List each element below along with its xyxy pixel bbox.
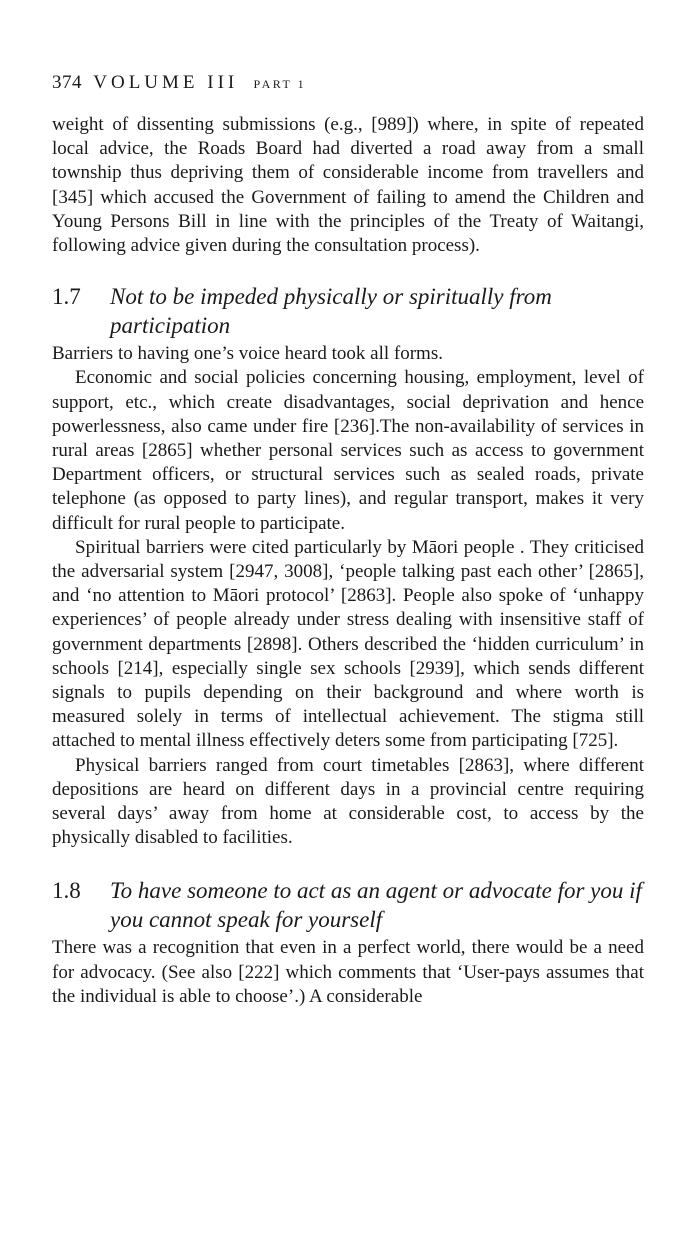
intro-paragraph: weight of dissenting submissions (e.g., [989]) where, in spite of repeated local advice, the Roads Board had diverted a road away from a small township thus depriving them of considerable income from travellers and [345] which accused the Government of failing to amend the Children and Young Persons Bill in line with the principles of the Treaty of Waitangi, following advice given during the consultation process).	[52, 114, 644, 257]
section-1-8-heading	[52, 876, 644, 934]
paragraph: Spiritual barriers were cited particularly by Māori people . They criticised the adversarial system [2947, 3008], ‘people talking past each other’ [2865], and ‘no attention to Māori protocol’ [2863]. People also spoke of ‘unhappy experiences’ of people already under stress dealing with insensitive staff of government departments [2898]. Others described the ‘hidden curriculum’ in schools [214], especially single sex schools [2939], which sends different signals to pupils depending on their background and where worth is measured solely in terms of intellectual achievement. The stigma still attached to mental illness effectively deters some from participating [725].	[52, 536, 644, 752]
running-header	[52, 72, 306, 94]
paragraph: Physical barriers ranged from court timetables [2863], where different depositions are heard on different days in a provincial centre requiring several days’ away from home at considerable cost, to access by the physically disabled to facilities.	[52, 754, 644, 849]
section-1-7-heading	[52, 282, 644, 340]
part-label: PART 1	[253, 77, 307, 91]
section-number: 1.7	[52, 284, 81, 310]
volume-label: VOLUME III	[93, 72, 239, 93]
paragraph: Economic and social policies concerning housing, employment, level of support, etc., which create disadvantages, social deprivation and hence powerlessness, also came under fire [236].The non-availability of services in rural areas [2865] whether personal services such as access to government Department officers, or structural services such as sealed roads, private telephone (as opposed to party lines), and regular transport, makes it very difficult for rural people to participate.	[52, 367, 644, 534]
body-text	[52, 113, 644, 1009]
section-title: To have someone to act as an agent or advocate for you if you cannot speak for yourself	[110, 878, 642, 933]
paragraph: There was a recognition that even in a perfect world, there would be a need for advocacy. (See also [222] which comments that ‘User-pays assumes that the individual is able to choose’.) A considerable	[52, 937, 644, 1007]
paragraph: Barriers to having one’s voice heard took all forms.	[52, 343, 443, 365]
section-number: 1.8	[52, 878, 81, 904]
section-title: Not to be impeded physically or spiritually from participation	[110, 284, 552, 339]
page-number: 374	[52, 72, 82, 93]
